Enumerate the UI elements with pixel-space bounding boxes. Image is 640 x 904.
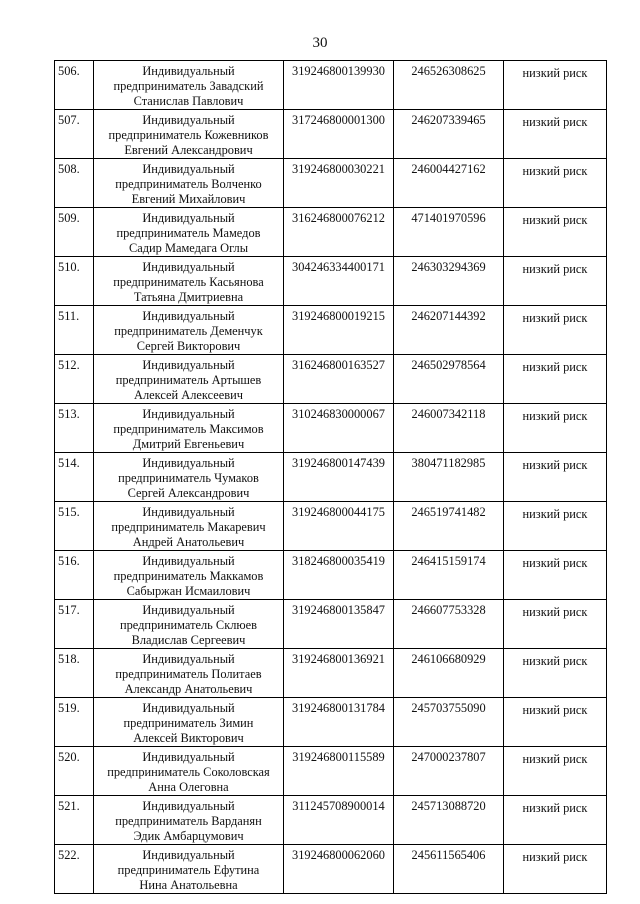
entrepreneur-name-line: Индивидуальный	[142, 358, 235, 372]
entrepreneur-name-line: Индивидуальный	[142, 848, 235, 862]
table-row	[55, 796, 607, 845]
table-row	[55, 257, 607, 306]
ogrn-cell: 319246800136921	[284, 649, 394, 698]
entrepreneur-name-line: Индивидуальный	[142, 162, 235, 176]
entrepreneur-name-line: Сабыржан Исмаилович	[126, 584, 251, 598]
entrepreneur-name-line: предприниматель Политаев	[115, 667, 262, 681]
inn-cell: 246303294369	[394, 257, 504, 306]
entrepreneur-name-line: Сергей Александрович	[127, 486, 250, 500]
row-number: 512.	[55, 355, 94, 404]
ogrn-cell: 319246800030221	[284, 159, 394, 208]
inn-cell: 246607753328	[394, 600, 504, 649]
inn-cell: 246502978564	[394, 355, 504, 404]
risk-level-cell: низкий риск	[504, 551, 607, 600]
entrepreneur-name-line: Алексей Алексеевич	[134, 388, 243, 402]
risk-level-cell: низкий риск	[504, 159, 607, 208]
entrepreneur-name-line: Татьяна Дмитриевна	[133, 290, 244, 304]
table-row	[55, 61, 607, 110]
inn-cell: 245713088720	[394, 796, 504, 845]
entrepreneur-name-line: Индивидуальный	[142, 652, 235, 666]
entrepreneur-name-line: предприниматель Волченко	[115, 177, 262, 191]
row-number: 520.	[55, 747, 94, 796]
inn-cell: 245703755090	[394, 698, 504, 747]
entrepreneur-name-line: Анна Олеговна	[148, 780, 229, 794]
table-row	[55, 551, 607, 600]
ogrn-cell: 319246800131784	[284, 698, 394, 747]
entrepreneur-name-line: Индивидуальный	[142, 554, 235, 568]
entrepreneur-name	[94, 110, 284, 159]
inn-cell: 246526308625	[394, 61, 504, 110]
risk-level-cell: низкий риск	[504, 600, 607, 649]
inn-cell: 246207339465	[394, 110, 504, 159]
row-number: 508.	[55, 159, 94, 208]
table-row	[55, 649, 607, 698]
table-row	[55, 159, 607, 208]
entrepreneur-name-line: предприниматель Касьянова	[113, 275, 264, 289]
risk-level-cell: низкий риск	[504, 61, 607, 110]
inn-cell: 471401970596	[394, 208, 504, 257]
inn-cell: 246007342118	[394, 404, 504, 453]
entrepreneur-name-line: предприниматель Чумаков	[118, 471, 259, 485]
row-number: 518.	[55, 649, 94, 698]
table-row	[55, 845, 607, 894]
entrepreneur-name-line: предприниматель Маккамов	[113, 569, 264, 583]
row-number: 519.	[55, 698, 94, 747]
risk-level-cell: низкий риск	[504, 649, 607, 698]
entrepreneur-name-line: предприниматель Ефутина	[117, 863, 260, 877]
entrepreneur-name-line: Алексей Викторович	[133, 731, 244, 745]
entrepreneur-name-line: Индивидуальный	[142, 799, 235, 813]
inn-cell: 245611565406	[394, 845, 504, 894]
entrepreneur-name-line: Дмитрий Евгеньевич	[132, 437, 245, 451]
row-number: 517.	[55, 600, 94, 649]
ogrn-cell: 319246800139930	[284, 61, 394, 110]
inn-cell: 380471182985	[394, 453, 504, 502]
row-number: 510.	[55, 257, 94, 306]
entrepreneur-name-line: предприниматель Артышев	[115, 373, 262, 387]
entrepreneur-name	[94, 208, 284, 257]
entrepreneur-name	[94, 845, 284, 894]
entrepreneur-name	[94, 306, 284, 355]
entrepreneur-name-line: Индивидуальный	[142, 701, 235, 715]
inn-cell: 247000237807	[394, 747, 504, 796]
ogrn-cell: 319246800062060	[284, 845, 394, 894]
entrepreneur-name	[94, 747, 284, 796]
entrepreneur-name	[94, 649, 284, 698]
ogrn-cell: 319246800135847	[284, 600, 394, 649]
table-row	[55, 355, 607, 404]
ogrn-cell: 319246800115589	[284, 747, 394, 796]
row-number: 514.	[55, 453, 94, 502]
entrepreneur-name-line: Индивидуальный	[142, 750, 235, 764]
entrepreneur-name-line: Индивидуальный	[142, 113, 235, 127]
entrepreneur-name-line: предприниматель Макаревич	[111, 520, 266, 534]
entrepreneur-name	[94, 257, 284, 306]
entrepreneur-name-line: Садир Мамедага Оглы	[128, 241, 249, 255]
ogrn-cell: 316246800163527	[284, 355, 394, 404]
entrepreneur-name-line: Индивидуальный	[142, 64, 235, 78]
entrepreneur-name-line: предприниматель Максимов	[113, 422, 264, 436]
entrepreneur-name-line: Нина Анатольевна	[139, 878, 238, 892]
risk-level-cell: низкий риск	[504, 698, 607, 747]
entrepreneur-name-line: Александр Анатольевич	[124, 682, 253, 696]
row-number: 509.	[55, 208, 94, 257]
entrepreneur-name-line: Евгений Александрович	[124, 143, 253, 157]
entrepreneurs-table	[54, 60, 607, 894]
entrepreneur-name	[94, 159, 284, 208]
table-row	[55, 110, 607, 159]
risk-level-cell: низкий риск	[504, 110, 607, 159]
entrepreneur-name-line: Владислав Сергеевич	[131, 633, 246, 647]
inn-cell: 246519741482	[394, 502, 504, 551]
risk-level-cell: низкий риск	[504, 404, 607, 453]
ogrn-cell: 319246800019215	[284, 306, 394, 355]
risk-level-cell: низкий риск	[504, 845, 607, 894]
row-number: 513.	[55, 404, 94, 453]
table-row	[55, 208, 607, 257]
entrepreneur-name-line: Индивидуальный	[142, 211, 235, 225]
ogrn-cell: 304246334400171	[284, 257, 394, 306]
ogrn-cell: 319246800147439	[284, 453, 394, 502]
row-number: 521.	[55, 796, 94, 845]
risk-level-cell: низкий риск	[504, 453, 607, 502]
ogrn-cell: 316246800076212	[284, 208, 394, 257]
entrepreneur-name-line: предприниматель Кожевников	[108, 128, 269, 142]
ogrn-cell: 310246830000067	[284, 404, 394, 453]
page-number: 30	[312, 35, 328, 51]
entrepreneur-name	[94, 404, 284, 453]
entrepreneur-name-line: Сергей Викторович	[136, 339, 241, 353]
entrepreneur-name-line: Эдик Амбарцумович	[133, 829, 244, 843]
entrepreneur-name-line: предприниматель Варданян	[115, 814, 262, 828]
entrepreneur-name-line: Индивидуальный	[142, 505, 235, 519]
entrepreneur-name-line: предприниматель Мамедов	[116, 226, 261, 240]
entrepreneur-name	[94, 61, 284, 110]
entrepreneur-name-line: предприниматель Соколовская	[107, 765, 270, 779]
entrepreneur-name	[94, 698, 284, 747]
entrepreneur-name	[94, 551, 284, 600]
risk-level-cell: низкий риск	[504, 355, 607, 404]
row-number: 506.	[55, 61, 94, 110]
table-row	[55, 306, 607, 355]
ogrn-cell: 317246800001300	[284, 110, 394, 159]
inn-cell: 246004427162	[394, 159, 504, 208]
risk-level-cell: низкий риск	[504, 796, 607, 845]
entrepreneur-name-line: предприниматель Зимин	[123, 716, 254, 730]
inn-cell: 246207144392	[394, 306, 504, 355]
entrepreneur-name-line: Индивидуальный	[142, 456, 235, 470]
risk-level-cell: низкий риск	[504, 502, 607, 551]
entrepreneur-name-line: предприниматель Склюев	[119, 618, 258, 632]
entrepreneur-name-line: Индивидуальный	[142, 260, 235, 274]
table-row	[55, 404, 607, 453]
entrepreneur-name-line: Индивидуальный	[142, 407, 235, 421]
row-number: 511.	[55, 306, 94, 355]
ogrn-cell: 318246800035419	[284, 551, 394, 600]
entrepreneur-name	[94, 355, 284, 404]
risk-level-cell: низкий риск	[504, 306, 607, 355]
table-row	[55, 747, 607, 796]
entrepreneur-name	[94, 600, 284, 649]
entrepreneur-name-line: предприниматель Завадский	[113, 79, 264, 93]
entrepreneur-name-line: Евгений Михайлович	[131, 192, 246, 206]
table-row	[55, 600, 607, 649]
entrepreneur-name	[94, 453, 284, 502]
row-number: 522.	[55, 845, 94, 894]
entrepreneur-name-line: Станислав Павлович	[133, 94, 244, 108]
table-row	[55, 698, 607, 747]
risk-level-cell: низкий риск	[504, 208, 607, 257]
table-row	[55, 502, 607, 551]
risk-level-cell: низкий риск	[504, 747, 607, 796]
risk-level-cell: низкий риск	[504, 257, 607, 306]
entrepreneur-name-line: Индивидуальный	[142, 603, 235, 617]
table-row	[55, 453, 607, 502]
entrepreneur-name-line: предприниматель Деменчук	[114, 324, 263, 338]
inn-cell: 246106680929	[394, 649, 504, 698]
row-number: 516.	[55, 551, 94, 600]
entrepreneur-name-line: Индивидуальный	[142, 309, 235, 323]
entrepreneur-name	[94, 502, 284, 551]
entrepreneur-name	[94, 796, 284, 845]
ogrn-cell: 311245708900014	[284, 796, 394, 845]
ogrn-cell: 319246800044175	[284, 502, 394, 551]
row-number: 515.	[55, 502, 94, 551]
row-number: 507.	[55, 110, 94, 159]
entrepreneur-name-line: Андрей Анатольевич	[132, 535, 245, 549]
table-body	[55, 61, 607, 894]
inn-cell: 246415159174	[394, 551, 504, 600]
